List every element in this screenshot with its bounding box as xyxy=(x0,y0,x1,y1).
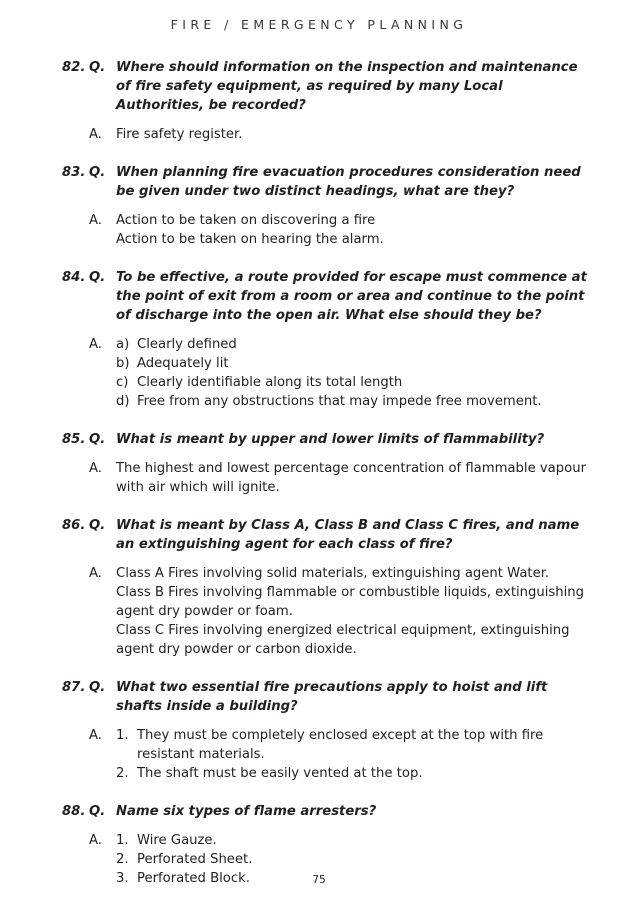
question-tag: Q. xyxy=(89,804,106,819)
list-text: Perforated Block. xyxy=(137,871,250,886)
answer-line: Fire safety register. xyxy=(116,127,243,142)
question-row xyxy=(62,430,592,449)
answer-list xyxy=(116,726,592,783)
answer-row xyxy=(62,459,592,497)
qa-item-85 xyxy=(62,430,592,497)
qa-item-83 xyxy=(62,163,592,249)
answer-row xyxy=(62,335,592,411)
question-tag: Q. xyxy=(89,165,106,180)
answer-tag: A. xyxy=(89,566,102,581)
answer-tag: A. xyxy=(89,213,102,228)
answer-text xyxy=(116,211,592,249)
list-text: The shaft must be easily vented at the top. xyxy=(137,766,423,781)
question-row xyxy=(62,268,592,325)
question-row xyxy=(62,802,592,821)
qa-item-87 xyxy=(62,678,592,783)
answer-line: Class B Fires involving flammable or combustible liquids, extinguishing agent dry powder or foam. xyxy=(116,585,585,619)
list-text: Wire Gauze. xyxy=(137,833,217,848)
list-item xyxy=(116,373,592,392)
question-number: 88. xyxy=(62,804,86,819)
answer-text xyxy=(116,125,592,144)
page-header: FIRE / EMERGENCY PLANNING xyxy=(170,17,468,32)
list-marker: 1. xyxy=(116,833,129,848)
question-text: Name six types of flame arresters? xyxy=(116,804,377,819)
answer-row xyxy=(62,726,592,783)
answer-tag: A. xyxy=(89,833,102,848)
question-tag: Q. xyxy=(89,270,106,285)
answer-text xyxy=(116,459,592,497)
list-marker: c) xyxy=(116,375,129,390)
list-text: Adequately lit xyxy=(137,356,229,371)
answer-text xyxy=(116,564,592,659)
question-row xyxy=(62,678,592,716)
qa-item-82 xyxy=(62,58,592,144)
list-item xyxy=(116,831,592,850)
answer-row xyxy=(62,564,592,659)
answer-line: Class A Fires involving solid materials, extinguishing agent Water. xyxy=(116,566,550,581)
question-number: 84. xyxy=(62,270,86,285)
question-tag: Q. xyxy=(89,518,106,533)
question-text: Where should information on the inspection and maintenance of fire safety equipment, as required by many Local Authorities, be recorded? xyxy=(116,60,578,113)
qa-item-86 xyxy=(62,516,592,659)
answer-row xyxy=(62,211,592,249)
question-number: 82. xyxy=(62,60,86,75)
answer-list xyxy=(116,335,592,411)
list-marker: 1. xyxy=(116,728,129,743)
answer-line: Action to be taken on discovering a fire xyxy=(116,213,376,228)
list-text: They must be completely enclosed except at the top with fire resistant materials. xyxy=(137,728,544,762)
answer-line: Class C Fires involving energized electrical equipment, extinguishing agent dry powder or carbon dioxide. xyxy=(116,623,570,657)
question-text: What is meant by upper and lower limits of flammability? xyxy=(116,432,545,447)
answer-line: The highest and lowest percentage concentration of flammable vapour with air which will ignite. xyxy=(116,461,586,495)
answer-tag: A. xyxy=(89,127,102,142)
answer-tag: A. xyxy=(89,337,102,352)
question-text: When planning fire evacuation procedures consideration need be given under two distinct headings, what are they? xyxy=(116,165,581,199)
list-marker: 2. xyxy=(116,852,129,867)
question-row xyxy=(62,516,592,554)
question-number: 87. xyxy=(62,680,86,695)
list-marker: b) xyxy=(116,356,130,371)
answer-line: Action to be taken on hearing the alarm. xyxy=(116,232,384,247)
answer-row xyxy=(62,125,592,144)
list-item xyxy=(116,354,592,373)
list-text: Clearly identifiable along its total length xyxy=(137,375,403,390)
qa-content xyxy=(62,58,592,907)
question-text: What is meant by Class A, Class B and Class C fires, and name an extinguishing agent for each class of fire? xyxy=(116,518,580,552)
question-number: 86. xyxy=(62,518,86,533)
question-text: To be effective, a route provided for escape must commence at the point of exit from a room or area and continue to the point of discharge into the open air. What else should they be? xyxy=(116,270,587,323)
list-marker: 3. xyxy=(116,871,129,886)
answer-tag: A. xyxy=(89,461,102,476)
question-tag: Q. xyxy=(89,432,106,447)
list-item xyxy=(116,726,592,764)
list-item xyxy=(116,392,592,411)
question-number: 83. xyxy=(62,165,86,180)
question-tag: Q. xyxy=(89,60,106,75)
list-item xyxy=(116,764,592,783)
list-item xyxy=(116,850,592,869)
page-number: 75 xyxy=(312,874,326,886)
list-text: Perforated Sheet. xyxy=(137,852,253,867)
question-row xyxy=(62,163,592,201)
list-marker: d) xyxy=(116,394,130,409)
list-marker: 2. xyxy=(116,766,129,781)
answer-tag: A. xyxy=(89,728,102,743)
question-tag: Q. xyxy=(89,680,106,695)
list-marker: a) xyxy=(116,337,130,352)
question-row xyxy=(62,58,592,115)
question-text: What two essential fire precautions apply to hoist and lift shafts inside a building? xyxy=(116,680,548,714)
question-number: 85. xyxy=(62,432,86,447)
qa-item-84 xyxy=(62,268,592,411)
list-text: Free from any obstructions that may impede free movement. xyxy=(137,394,542,409)
list-item xyxy=(116,335,592,354)
list-text: Clearly defined xyxy=(137,337,237,352)
